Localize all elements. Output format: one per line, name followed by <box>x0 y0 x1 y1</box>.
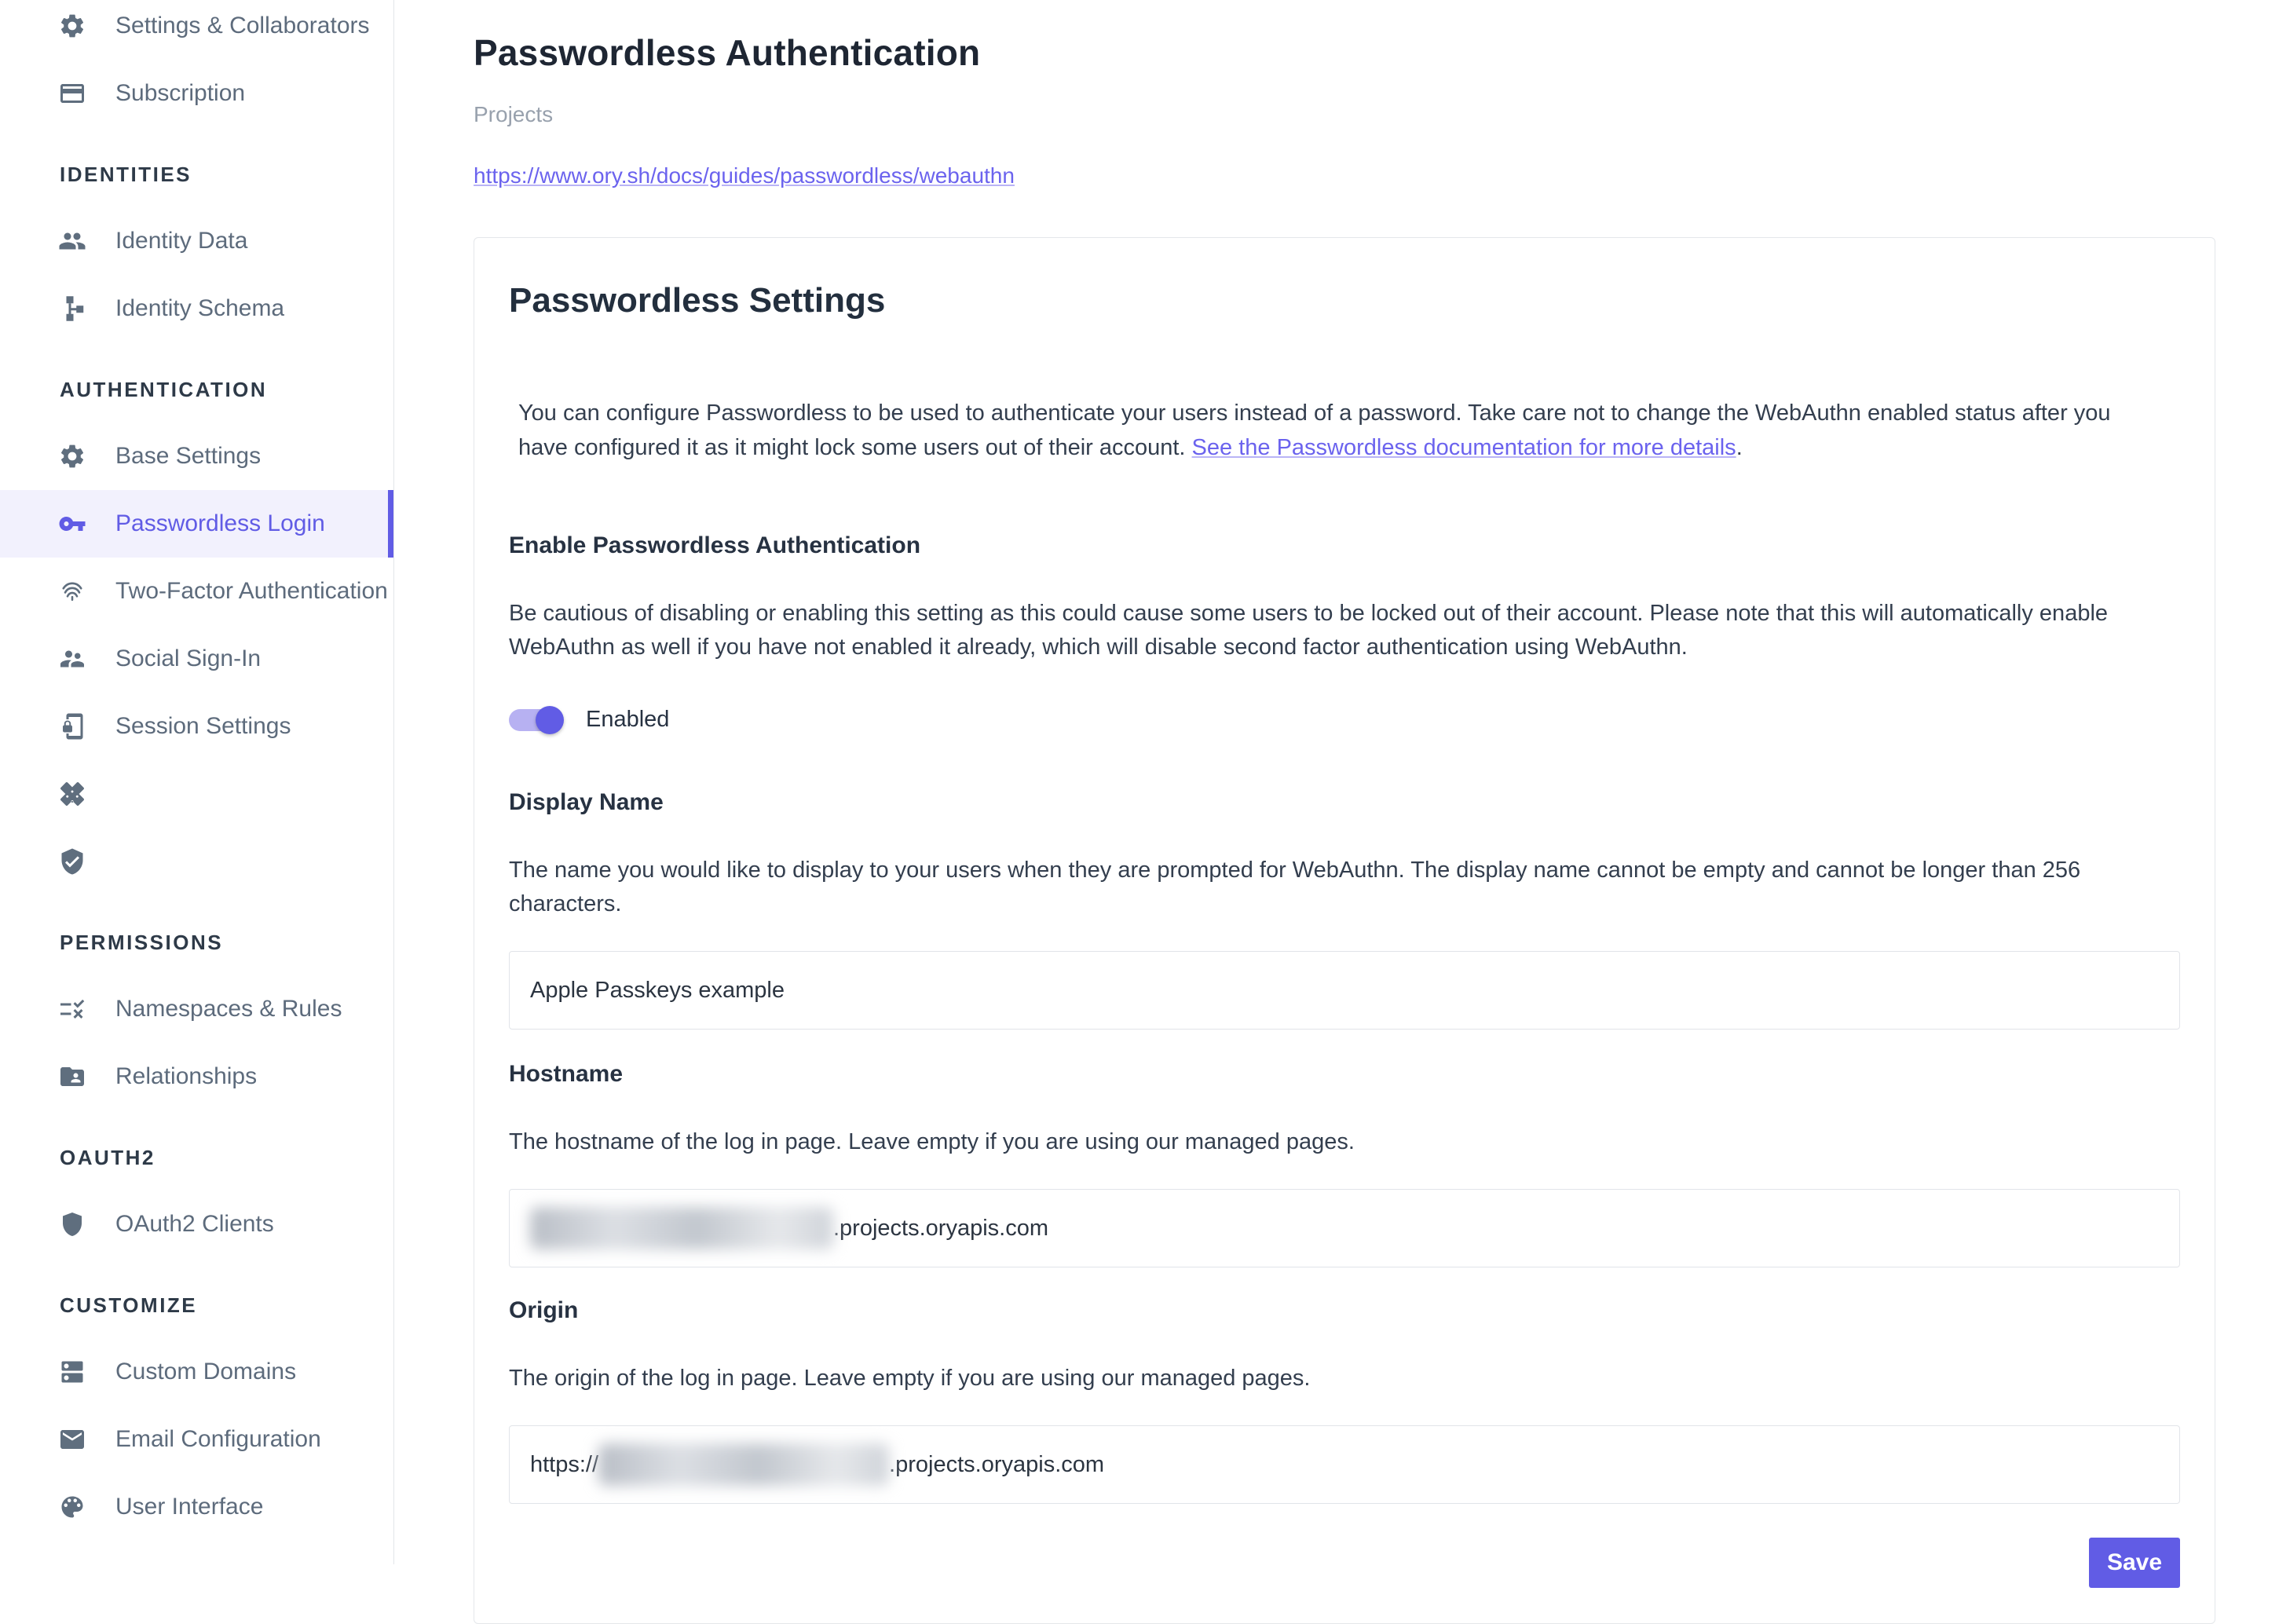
sidebar-item-session-settings[interactable] <box>0 693 393 760</box>
folder-person-icon <box>58 1063 86 1091</box>
sidebar-item-relationships[interactable] <box>0 1043 393 1110</box>
sidebar-item-label: Session Settings <box>115 713 291 739</box>
gear-icon <box>58 12 86 40</box>
sidebar-item-label: Email Configuration <box>115 1426 321 1452</box>
sidebar-item-label: Custom Domains <box>115 1359 297 1384</box>
sidebar-item-email-verification[interactable] <box>0 828 393 895</box>
server-icon <box>58 1358 86 1386</box>
active-indicator <box>388 490 393 558</box>
origin-prefix: https:// <box>530 1451 599 1477</box>
fingerprint-icon <box>58 577 86 605</box>
sidebar-item-label: Settings & Collaborators <box>115 13 370 38</box>
main-content <box>395 0 2290 1575</box>
toggle-label: Enabled <box>586 707 670 732</box>
sidebar-section-permissions: PERMISSIONS <box>60 930 224 954</box>
intro-text: You can configure Passwordless to be used to authenticate your users instead of a password. Take care not to change the WebAuthn enabled status after you have configured it as it might lock some users out of their account. <box>518 401 2111 460</box>
sidebar-item-label: Namespaces & Rules <box>115 996 342 1022</box>
intro-period: . <box>1736 435 1743 460</box>
hostname-input[interactable] <box>509 1189 2180 1267</box>
sidebar-item-user-interface[interactable] <box>0 1473 393 1541</box>
sidebar-item-base-settings[interactable] <box>0 422 393 490</box>
gear-icon <box>58 442 86 470</box>
sidebar-item-custom-domains[interactable] <box>0 1338 393 1406</box>
toggle-thumb <box>536 706 564 734</box>
sidebar-item-subscription[interactable] <box>0 60 393 127</box>
sidebar-item-two-factor[interactable] <box>0 558 393 625</box>
sidebar-item-email-configuration[interactable] <box>0 1406 393 1473</box>
sidebar-section-identities: IDENTITIES <box>60 162 192 186</box>
schema-icon <box>58 294 86 323</box>
toggle-row <box>509 707 2180 733</box>
mail-icon <box>58 1425 86 1454</box>
phone-lock-icon <box>58 712 86 741</box>
sidebar-item-passwordless-login[interactable] <box>0 490 393 558</box>
sidebar-item-account-recovery[interactable] <box>0 760 393 828</box>
display-name-description: The name you would like to display to your users when they are prompted for WebAuthn. The display name cannot be empty and cannot be longer than 256 characters. <box>509 858 2081 916</box>
palette-icon <box>58 1493 86 1521</box>
credit-card-icon <box>58 79 86 108</box>
sidebar-item-settings-collaborators[interactable] <box>0 0 393 60</box>
sidebar-section-customize: CUSTOMIZE <box>60 1293 198 1317</box>
origin-suffix: .projects.oryapis.com <box>889 1451 1105 1477</box>
sidebar-item-oauth2-clients[interactable] <box>0 1191 393 1258</box>
sidebar-item-identity-data[interactable] <box>0 207 393 275</box>
sidebar-item-social-sign-in[interactable] <box>0 625 393 693</box>
passwordless-docs-link[interactable]: See the Passwordless documentation for more details <box>1191 435 1736 460</box>
sidebar-item-label: Relationships <box>115 1063 258 1089</box>
shield-check-icon <box>58 847 86 876</box>
breadcrumb: Projects <box>474 102 554 126</box>
card-intro <box>509 396 2150 465</box>
display-name-input[interactable] <box>509 951 2180 1030</box>
sidebar-item-label: Social Sign-In <box>115 646 262 671</box>
sidebar-item-label: OAuth2 Clients <box>115 1211 274 1237</box>
healing-icon <box>58 780 86 808</box>
sidebar-item-identity-schema[interactable] <box>0 275 393 342</box>
origin-heading: Origin <box>509 1297 579 1323</box>
people-icon <box>58 227 86 255</box>
documentation-link[interactable]: https://www.ory.sh/docs/guides/passwordless/webauthn <box>474 163 1015 188</box>
page-title: Passwordless Authentication <box>474 32 981 73</box>
card-title: Passwordless Settings <box>509 281 886 320</box>
shield-icon <box>58 1210 86 1238</box>
save-button[interactable]: Save <box>2089 1538 2180 1588</box>
hostname-heading: Hostname <box>509 1061 624 1087</box>
hostname-description: The hostname of the log in page. Leave empty if you are using our managed pages. <box>509 1129 1355 1154</box>
sidebar-section-authentication: AUTHENTICATION <box>60 377 268 401</box>
enable-passwordless-description: Be cautious of disabling or enabling this setting as this could cause some users to be locked out of their account. Please note that this will automatically enable WebAuthn as well if you have not enabled it already, which will disable second factor authentication using WebAuthn. <box>509 601 2109 660</box>
rules-icon <box>58 995 86 1023</box>
people-icon <box>58 645 86 673</box>
sidebar-item-label: Passwordless Login <box>115 510 325 536</box>
sidebar-item-label: User Interface <box>115 1494 264 1520</box>
sidebar-item-namespaces-rules[interactable] <box>0 975 393 1043</box>
sidebar-item-label: Subscription <box>115 80 246 106</box>
passwordless-toggle[interactable] <box>509 709 562 731</box>
origin-input[interactable] <box>509 1425 2180 1504</box>
redacted-origin <box>598 1443 889 1486</box>
redacted-hostname <box>530 1207 833 1249</box>
enable-passwordless-heading: Enable Passwordless Authentication <box>509 532 921 558</box>
origin-description: The origin of the log in page. Leave empty if you are using our managed pages. <box>509 1366 1311 1391</box>
passwordless-settings-card <box>474 237 2215 1624</box>
sidebar-item-label: Identity Data <box>115 228 248 254</box>
sidebar-item-label: Identity Schema <box>115 295 285 321</box>
sidebar <box>0 0 394 1564</box>
sidebar-section-oauth2: OAUTH2 <box>60 1145 155 1169</box>
sidebar-item-label: Base Settings <box>115 443 262 469</box>
key-icon <box>58 510 86 538</box>
display-name-heading: Display Name <box>509 789 664 815</box>
sidebar-item-label: Two-Factor Authentication <box>115 578 388 604</box>
hostname-suffix: .projects.oryapis.com <box>833 1215 1048 1241</box>
